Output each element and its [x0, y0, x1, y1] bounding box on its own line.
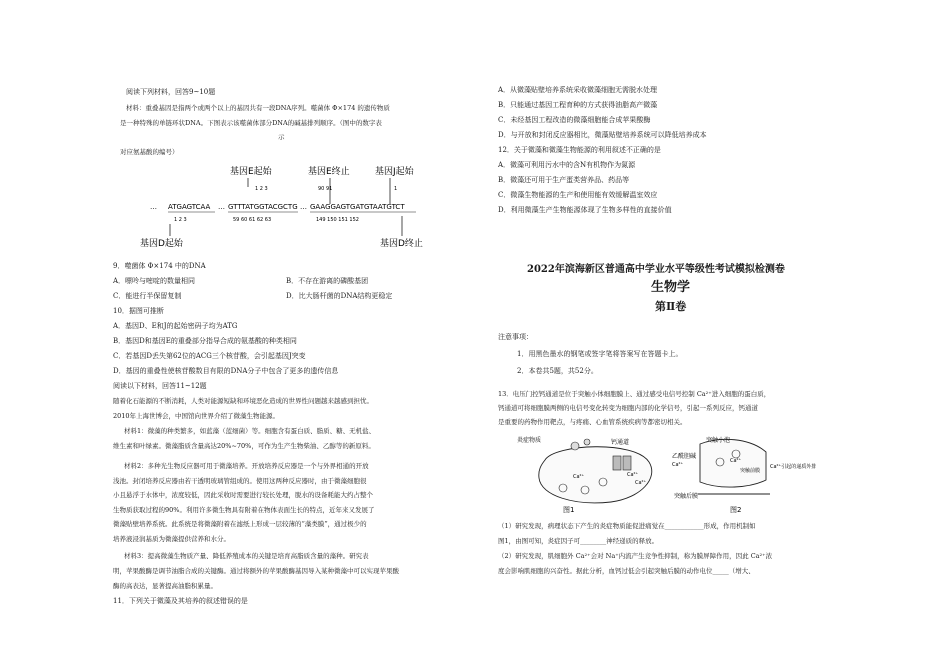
q9-option-a: A．嘌呤与嘧啶的数量相同 — [113, 277, 196, 285]
q11-option-c: C．未经基因工程改造的微藻细胞能合成苹果酸酶 — [498, 116, 651, 124]
inflammation-label: 炎症物质 — [517, 437, 542, 444]
seq-dots-3: … — [300, 203, 307, 211]
q11-option-b: B．只能通过基因工程育种的方式获得油脂高产微藻 — [498, 101, 658, 109]
passage-line-13: 酶的高表达，显著提高油脂积累量。 — [113, 582, 217, 590]
right-column — [475, 0, 950, 672]
passage-line-7: 小且悬浮于水体中，浓度较低，因此采收时需要进行较长处理，脱水的设备耗能大约占整个 — [113, 491, 373, 499]
q12-stem: 12．关于微藻和微藻生物能源的利用叙述不正确的是 — [498, 146, 661, 154]
material-line-d: 对应氨基酸的编号） — [120, 148, 179, 156]
q11-stem: 11．下列关于微藻及其培养的叙述错误的是 — [113, 597, 248, 605]
q10-option-b: B．基因D和基因E的重叠部分指导合成的氨基酸的种类相同 — [113, 337, 297, 345]
postsynaptic-label: 突触后膜 — [674, 493, 699, 500]
num-e: 1 2 3 — [255, 186, 268, 192]
passage-line-6: 浅池。封闭培养反应器由若干透明玻璃管组成的。使用这两种反应器时，由于微藻细胞很 — [113, 477, 367, 485]
q12-option-c: C．微藻生物能源的生产和使用能有效缓解温室效应 — [498, 191, 658, 199]
passage-line-2: 2010年上海世博会，中国馆向世界介绍了微藻生物能源。 — [113, 412, 280, 420]
q9-stem: 9．噬菌体 Φ×174 中的DNA — [113, 262, 206, 270]
num-d-start: 1 2 3 — [174, 217, 187, 223]
q10-option-c: C．若基因D丢失第62位的ACG三个核苷酸，会引起基因J突变 — [113, 352, 306, 360]
seq-dots-1: … — [150, 203, 157, 211]
figure-1-caption: 图1 — [563, 506, 575, 514]
figure-1 — [515, 432, 665, 514]
q10-stem: 10．据图可推断 — [113, 307, 164, 315]
passage-line-8: 生物质获取过程的90%。利用许多微生物具有附着在物体表面生长的特点，近年来又发展了 — [113, 506, 375, 514]
q12-option-a: A．微藻可利用污水中的含N有机物作为氮源 — [498, 161, 636, 169]
num-j: 1 — [394, 186, 398, 192]
material-line-b: 是一种特殊的单链环状DNA。下图表示该噬菌体部分DNA的碱基排列顺序。（图中的数字表 — [120, 119, 382, 127]
intro-9-10: 阅读下列材料，回答9~10题 — [126, 88, 216, 96]
calcium-channel-label: 钙通道 — [611, 439, 630, 446]
q13-part2-line-b: 度会影响肌细胞的兴奋性。据此分析，血钙过低会引起突触后膜的动作电位_____（增大、 — [498, 567, 755, 575]
calcium-channel — [613, 456, 621, 470]
ca-label-1: Ca²⁺ — [627, 472, 639, 478]
passage-line-5: 材料2：多种光生物反应器可用于微藻培养。开放培养反应器是一个与外界相通的开放 — [124, 462, 369, 470]
passage-line-10: 培养液浸润基质为微藻提供营养和水分。 — [113, 535, 230, 543]
num-d-mid: 59 60 61 62 63 — [233, 217, 272, 223]
transmitter-release-label: Ca²⁺引起的递质外排 — [770, 464, 817, 470]
figure-2-caption: 图2 — [730, 506, 742, 514]
passage-line-12: 明，苹果酸酶是调节油脂合成的关键酶。通过将额外的苹果酸酶基因导入某种微藻中可以实现苹果酸 — [113, 567, 399, 575]
calcium-channel — [623, 456, 631, 470]
gene-j-start-label: 基因J起始 — [375, 167, 414, 177]
inflammation-molecule — [584, 439, 590, 445]
q13-line-a: 13．电压门控钙通道是位于突触小体细胞膜上、通过感受电信号控制 Ca²⁺进入细胞的蛋白质， — [498, 390, 771, 398]
ca-label-5: Ca²⁺ — [730, 458, 742, 464]
notice-item-1: 1．用黑色墨水的钢笔或签字笔将答案写在答题卡上。 — [517, 350, 683, 358]
q13-part1-line-a: （1）研究发现，病理状态下产生的炎症物质能促进痛觉在____________形成，作用机制如 — [498, 522, 756, 530]
intro-11-12: 阅读以下材料，回答11~12题 — [113, 382, 207, 390]
gene-overlap-diagram — [140, 160, 440, 255]
seq-1: ATGAGTCAA — [168, 203, 211, 211]
q12-option-d: D．利用微藻生产生物能源体现了生物多样性的直接价值 — [498, 206, 672, 214]
material-line-a: 材料：重叠基因是指两个或两个以上的基因共有一段DNA序列。噬菌体 Φ×174 的遗传物质 — [126, 104, 390, 112]
ca-label-4: Ca²⁺ — [672, 462, 684, 468]
q13-part2-line-a: （2）研究发现，肌细胞外 Ca²⁺会对 Na⁺内流产生竞争性抑制，称为膜屏障作用，因此 Ca²⁺浓 — [498, 552, 773, 560]
q11-option-a: A．从微藻贴壁培养系统采收微藻细胞无需脱水处理 — [498, 86, 658, 94]
q9-option-c: C．能进行半保留复制 — [113, 292, 182, 300]
part-title: 第Ⅱ卷 — [655, 300, 687, 313]
q13-part1-line-b: 图1，由图可知，炎症因子可________神经递质的释放。 — [498, 537, 659, 545]
gene-e-start-label: 基因E起始 — [230, 167, 272, 177]
figure-2 — [670, 432, 817, 514]
seq-3: GAAGGAGTGATGTAATGTCT — [310, 203, 405, 211]
passage-line-4: 维生素和叶绿素。微藻脂质含量高达20%~70%，可作为生产生物柴油、乙醇等的新原料。 — [113, 442, 375, 450]
ach-label: 乙酰胆碱 — [672, 453, 697, 460]
ca-label-2: Ca²⁺ — [635, 480, 647, 486]
exam-title: 2022年滨海新区普通高中学业水平等级性考试模拟检测卷 — [527, 264, 785, 275]
presynaptic-label: 突触前膜 — [740, 468, 761, 474]
ca-label-3: Ca²⁺ — [573, 474, 585, 480]
q9-option-d: D．比大肠杆菌的DNA结构更稳定 — [286, 292, 393, 300]
notice-heading: 注意事项： — [498, 333, 533, 341]
num-d-end: 149 150 151 152 — [316, 217, 359, 223]
gene-d-start-label: 基因D起始 — [140, 239, 183, 249]
subject-title: 生物学 — [651, 280, 691, 295]
vesicle-label: 突触小泡 — [706, 437, 731, 444]
notice-item-2: 2．本卷共5题，共52分。 — [517, 367, 598, 375]
inflammation-molecule — [571, 442, 579, 450]
gene-d-end-label: 基因D终止 — [380, 239, 423, 249]
passage-line-11: 材料3：提高微藻生物质产量、降低养殖成本的关键是培育高脂质含量的藻种。研究表 — [124, 552, 369, 560]
seq-dots-2: … — [218, 203, 225, 211]
passage-line-9: 微藻贴壁培养系统。此系统是将微藻附着在滤纸上形成一层较薄的“藻类膜”，通过极少的 — [113, 520, 367, 528]
q13-line-c: 是重要的药物作用靶点，与疼痛、心血管系统疾病等都密切相关。 — [498, 418, 687, 426]
passage-line-3: 材料1：微藻的种类繁多，如蓝藻（蓝细菌）等。细胞含有蛋白质、脂质、糖、无机盐、 — [124, 427, 376, 435]
q10-option-a: A．基因D、E和J的起始密码子均为ATG — [113, 322, 238, 330]
q10-option-d: D．基因的重叠性使核苷酸数目有限的DNA分子中包含了更多的遗传信息 — [113, 367, 339, 375]
passage-line-1: 随着化石能源的不断消耗，人类对能源短缺和环境恶化造成的世界性问题越来越感到担忧。 — [113, 397, 373, 405]
q11-option-d: D．与开放和封闭反应器相比，微藻贴壁培养系统可以降低培养成本 — [498, 131, 707, 139]
num-e2: 90 91 — [318, 186, 333, 192]
q9-option-b: B．不存在游离的磷酸基团 — [286, 277, 369, 285]
q13-line-b: 钙通道可将细胞膜两侧的电信号变化转变为细胞内部的化学信号，引起一系列反应，钙通道 — [498, 404, 758, 412]
material-line-c: 示 — [278, 133, 285, 141]
seq-2: GTTTATGGTACGCTG — [228, 203, 298, 211]
gene-e-end-label: 基因E终止 — [308, 167, 350, 177]
q12-option-b: B．微藻还可用于生产蛋类营养品、药品等 — [498, 176, 630, 184]
